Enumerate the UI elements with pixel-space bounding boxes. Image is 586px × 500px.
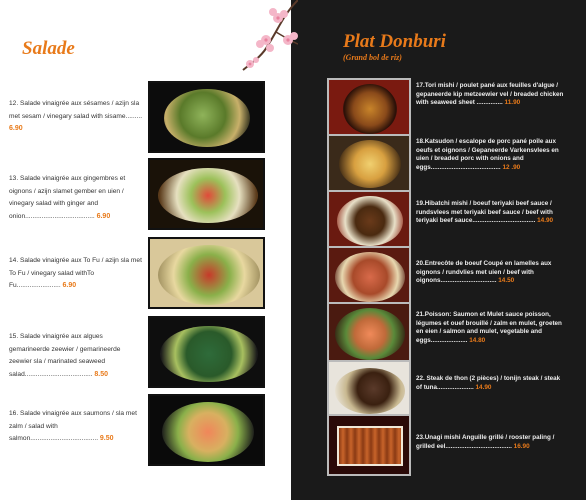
donburi-photo [327,360,411,420]
item-description: 19.Hibatchi mishi / boeuf teriyaki beef sauce / rundsvlees met teriyaki beef sauce / beef with teriyaki beef sauce.................................... [416,200,553,224]
donburi-photo [327,190,411,250]
menu-item [416,260,564,286]
salad-photo [148,394,265,466]
item-description: 12. Salade vinaigrée aux sésames / azijn sla met sesam / vinegary salad with sisame......... [9,100,143,120]
item-description: 18.Katsudon / escalope de porc pané poîle aux oeufs et oignons / Gepaneerde Varkensvlees en uien / breaded porc with onions and eggs........................................ [416,138,559,171]
donburi-subtitle: (Grand bol de riz) [343,53,402,62]
menu-item [416,311,564,345]
salad-photo [148,316,265,388]
item-description: 21.Poisson: Saumon et Mulet sauce poisson, légumes et ouef brouillé / zalm en mulet, groeten en eien / salmon and mulet, vegetable and eggs..................... [416,311,562,344]
item-description: 15. Salade vinaigrée aux algues gemarineerde zeewier / gemarineerde zeewier sla / marinated seaweed salad..................................... [9,333,121,378]
item-price: 11.90 [504,99,521,106]
item-price: 9.50 [99,435,114,442]
item-description: 16. Salade vinaigrée aux saumons / sla met zalm / salad with salmon..................................... [9,410,137,442]
menu-item [416,375,564,392]
salad-photo [148,81,265,153]
menu-item [9,255,144,293]
menu-item [9,98,144,136]
item-description: 17.Tori mishi / poulet pané aux feuilles d'algue / gepaneerde kip metzeewier vel / breaded chicken with seaweed sheet ............... [416,82,564,106]
donburi-photo [327,134,411,194]
menu-item [9,331,144,381]
item-price: 14.80 [469,336,486,344]
item-price: 12 .90 [502,163,521,171]
item-price: 14.90 [537,217,554,224]
menu-item [9,173,144,223]
item-description: 14. Salade vinaigrée aux To Fu / azijn sla met To Fu / vinegary salad withTo Fu........................ [9,257,142,289]
menu-item [416,82,564,108]
item-description: 22. Steak de thon (2 pièces) / tonijn steak / steak of tuna..................... [416,375,561,391]
menu-item [416,200,564,226]
donburi-photo [327,78,411,138]
donburi-photo [327,414,411,476]
item-price: 14.50 [498,277,515,284]
donburi-title: Plat Donburi [343,31,446,52]
item-price: 6.90 [96,212,111,220]
cherry-blossom-icon [238,0,298,75]
item-price: 16.90 [513,442,530,450]
salad-photo [148,158,265,230]
menu-item [416,138,564,172]
menu-item [416,434,564,451]
salad-photo [148,237,265,309]
item-description: 23.Unagi mishi Anguille grillé / rooster paling / grilled eel...................................... [416,434,555,450]
donburi-photo [327,302,411,362]
item-description: 20.Entrecôte de boeuf Coupé en lamelles aux oignons / rundvlies met uien / beef with oignons................................ [416,260,552,284]
salad-title: Salade [22,38,75,59]
menu-item [9,408,144,446]
item-price: 6.90 [9,125,23,132]
item-description: 13. Salade vinaigrée aux gingembres et oignons / azijn slamet gember en uien / vinegary salad with ginger and onion...................................... [9,175,126,220]
item-price: 14.90 [475,383,492,391]
item-price: 8.50 [94,370,109,378]
item-price: 6.90 [62,282,77,289]
donburi-photo [327,246,411,306]
